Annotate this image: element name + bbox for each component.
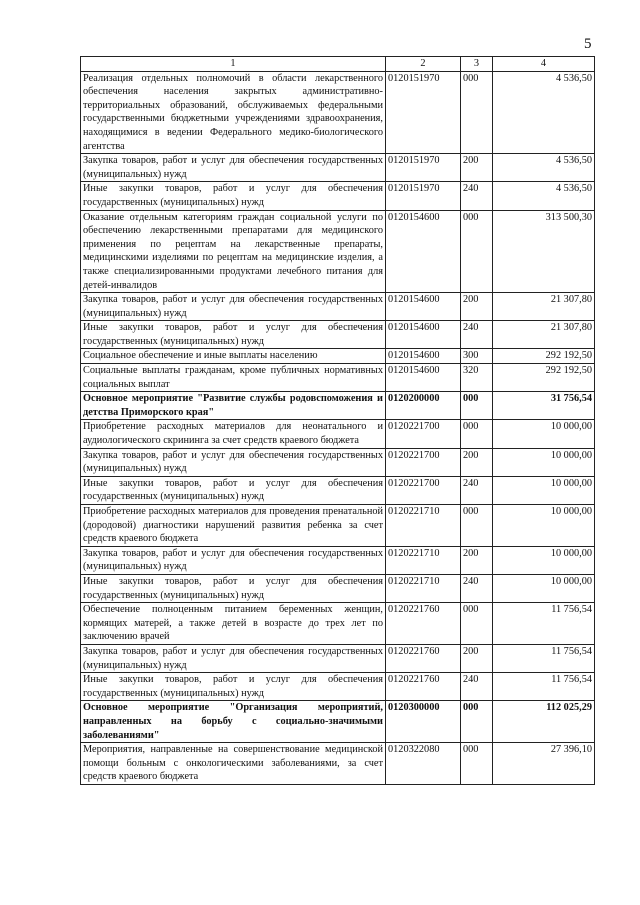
table-row (81, 476, 595, 504)
row-name: Реализация отдельных полномочий в области лекарственного обеспечения населения закрытых административно-территориальных образований, обслуживаемых федеральными государственными бюджетными учреждениями здравоохранения, находящимися в ведении Федерального медико-биологического агентства (81, 71, 386, 154)
row-name: Основное мероприятие "Организация мероприятий, направленных на борьбу с социально-значимыми заболеваниями" (81, 701, 386, 743)
row-name: Иные закупки товаров, работ и услуг для обеспечения государственных (муниципальных) нужд (81, 574, 386, 602)
row-amount: 313 500,30 (493, 210, 595, 293)
header-col-1: 1 (81, 57, 386, 72)
row-code: 0120300000 (386, 701, 461, 743)
table-row (81, 71, 595, 154)
row-code: 0120221760 (386, 603, 461, 645)
table-row (81, 574, 595, 602)
row-type: 240 (461, 476, 493, 504)
row-name: Иные закупки товаров, работ и услуг для обеспечения государственных (муниципальных) нужд (81, 476, 386, 504)
row-name: Закупка товаров, работ и услуг для обеспечения государственных (муниципальных) нужд (81, 546, 386, 574)
row-type: 300 (461, 349, 493, 364)
row-code: 0120154600 (386, 364, 461, 392)
row-code: 0120151970 (386, 154, 461, 182)
row-type: 000 (461, 210, 493, 293)
row-amount: 112 025,29 (493, 701, 595, 743)
table-row (81, 603, 595, 645)
row-amount: 10 000,00 (493, 546, 595, 574)
row-amount: 4 536,50 (493, 182, 595, 210)
row-code: 0120221700 (386, 448, 461, 476)
row-type: 200 (461, 293, 493, 321)
row-type: 200 (461, 154, 493, 182)
row-type: 320 (461, 364, 493, 392)
header-col-2: 2 (386, 57, 461, 72)
row-amount: 21 307,80 (493, 293, 595, 321)
row-type: 240 (461, 321, 493, 349)
table-row (81, 392, 595, 420)
row-code: 0120154600 (386, 210, 461, 293)
table-row (81, 448, 595, 476)
row-code: 0120200000 (386, 392, 461, 420)
table-row (81, 210, 595, 293)
row-code: 0120221710 (386, 546, 461, 574)
row-amount: 11 756,54 (493, 644, 595, 672)
row-type: 000 (461, 392, 493, 420)
header-col-4: 4 (493, 57, 595, 72)
row-amount: 10 000,00 (493, 476, 595, 504)
row-name: Закупка товаров, работ и услуг для обеспечения государственных (муниципальных) нужд (81, 293, 386, 321)
row-amount: 4 536,50 (493, 154, 595, 182)
table-row (81, 293, 595, 321)
row-code: 0120221700 (386, 420, 461, 448)
table-row (81, 321, 595, 349)
table-row (81, 673, 595, 701)
row-name: Приобретение расходных материалов для неонатального и аудиологического скрининга за счет средств краевого бюджета (81, 420, 386, 448)
row-type: 240 (461, 574, 493, 602)
row-name: Закупка товаров, работ и услуг для обеспечения государственных (муниципальных) нужд (81, 448, 386, 476)
row-amount: 21 307,80 (493, 321, 595, 349)
row-name: Социальные выплаты гражданам, кроме публичных нормативных социальных выплат (81, 364, 386, 392)
row-amount: 11 756,54 (493, 673, 595, 701)
row-code: 0120221760 (386, 673, 461, 701)
row-type: 200 (461, 546, 493, 574)
row-name: Оказание отдельным категориям граждан социальной услуги по обеспечению лекарственными препаратами для медицинского применения по рецептам на лекарственные препараты, медицинскими изделиями по рецептам на медицинские изделия, а также специализированными продуктами лечебного питания для детей-инвалидов (81, 210, 386, 293)
row-name: Иные закупки товаров, работ и услуг для обеспечения государственных (муниципальных) нужд (81, 321, 386, 349)
row-amount: 292 192,50 (493, 364, 595, 392)
row-amount: 4 536,50 (493, 71, 595, 154)
row-name: Иные закупки товаров, работ и услуг для обеспечения государственных (муниципальных) нужд (81, 182, 386, 210)
row-code: 0120154600 (386, 321, 461, 349)
row-name: Мероприятия, направленные на совершенствование медицинской помощи больным с онкологическими заболеваниями, за счет средств краевого бюджета (81, 743, 386, 785)
row-type: 200 (461, 448, 493, 476)
table-row (81, 701, 595, 743)
row-amount: 10 000,00 (493, 505, 595, 547)
row-amount: 10 000,00 (493, 448, 595, 476)
table-row (81, 154, 595, 182)
budget-table (80, 56, 595, 785)
row-amount: 31 756,54 (493, 392, 595, 420)
row-amount: 11 756,54 (493, 603, 595, 645)
table-row (81, 505, 595, 547)
row-type: 000 (461, 603, 493, 645)
row-type: 240 (461, 673, 493, 701)
header-col-3: 3 (461, 57, 493, 72)
row-type: 000 (461, 701, 493, 743)
row-name: Закупка товаров, работ и услуг для обеспечения государственных (муниципальных) нужд (81, 644, 386, 672)
table-row (81, 644, 595, 672)
row-amount: 10 000,00 (493, 420, 595, 448)
row-code: 0120151970 (386, 182, 461, 210)
table-row (81, 743, 595, 785)
row-type: 000 (461, 743, 493, 785)
row-code: 0120221710 (386, 574, 461, 602)
row-code: 0120154600 (386, 349, 461, 364)
row-name: Иные закупки товаров, работ и услуг для обеспечения государственных (муниципальных) нужд (81, 673, 386, 701)
table-row (81, 182, 595, 210)
row-code: 0120154600 (386, 293, 461, 321)
row-type: 000 (461, 71, 493, 154)
row-code: 0120221760 (386, 644, 461, 672)
row-name: Закупка товаров, работ и услуг для обеспечения государственных (муниципальных) нужд (81, 154, 386, 182)
row-code: 0120221710 (386, 505, 461, 547)
row-amount: 292 192,50 (493, 349, 595, 364)
row-amount: 10 000,00 (493, 574, 595, 602)
row-code: 0120221700 (386, 476, 461, 504)
row-type: 000 (461, 420, 493, 448)
page-number: 5 (584, 36, 592, 52)
row-name: Обеспечение полноценным питанием беременных женщин, кормящих матерей, а также детей в возрасте до трех лет по заключению врачей (81, 603, 386, 645)
row-amount: 27 396,10 (493, 743, 595, 785)
table-row (81, 364, 595, 392)
row-name: Социальное обеспечение и иные выплаты населению (81, 349, 386, 364)
row-type: 240 (461, 182, 493, 210)
row-code: 0120151970 (386, 71, 461, 154)
table-row (81, 420, 595, 448)
row-type: 200 (461, 644, 493, 672)
table-row (81, 349, 595, 364)
header-row (81, 57, 595, 72)
table-row (81, 546, 595, 574)
row-name: Основное мероприятие "Развитие службы родовспоможения и детства Приморского края" (81, 392, 386, 420)
row-code: 0120322080 (386, 743, 461, 785)
row-name: Приобретение расходных материалов для проведения пренатальной (дородовой) диагностики нарушений развития ребенка за счет средств краевого бюджета (81, 505, 386, 547)
row-type: 000 (461, 505, 493, 547)
